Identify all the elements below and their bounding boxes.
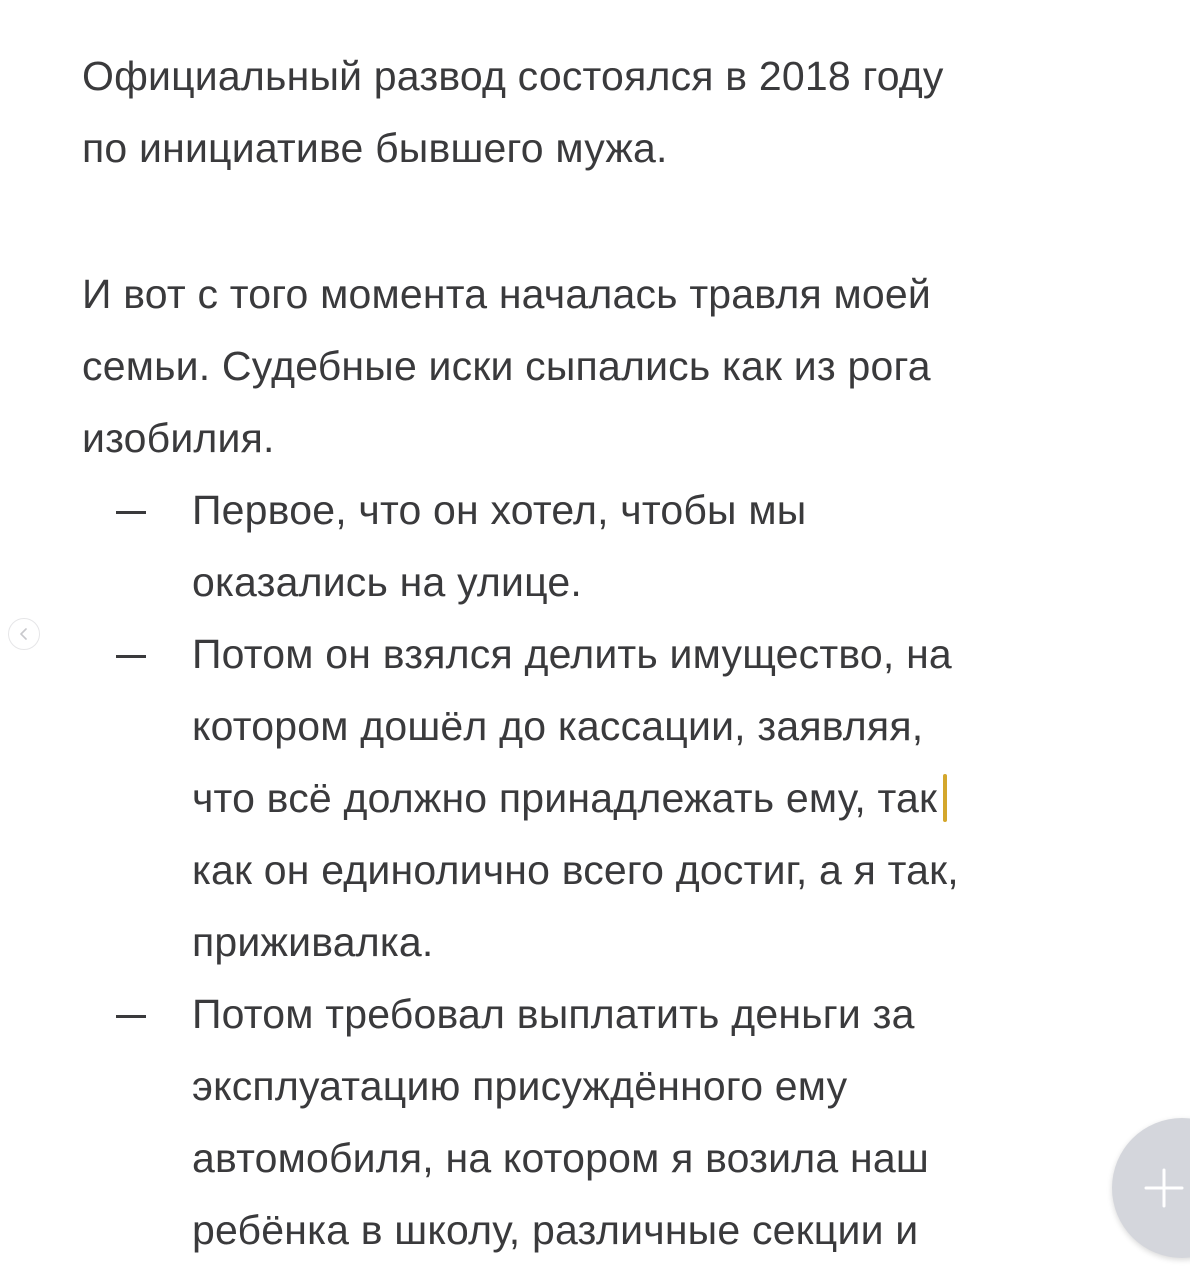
text-line: семьи. Судебные иски сыпались как из рога [82,343,931,389]
document-body[interactable] [82,0,1177,1280]
text-line: как он единолично всего достиг, а я так, [192,847,959,893]
dash-bullet [116,474,156,546]
text-line: что всё должно принадлежать ему, так [192,775,938,821]
paragraph-harassment [82,258,931,474]
text-line: изобилия. [82,415,275,461]
text-line: приживалка. [192,919,434,965]
text-line-with-caret [192,762,959,834]
text-line: по инициативе бывшего мужа. [82,125,668,171]
text-cursor [943,774,947,822]
list-item [82,474,959,618]
text-line: котором дошёл до кассации, заявляя, [192,703,924,749]
text-line: И вот с того момента началась травля моей [82,271,931,317]
text-line: Потом он взялся делить имущество, на [192,631,952,677]
paragraph-divorce [82,40,944,184]
list-item [82,618,959,978]
dash-bullet [116,978,156,1050]
text-line: автомобиля, на котором я возила наш [192,1135,929,1181]
text-line: эксплуатацию присуждённого ему [192,1063,848,1109]
dash-bullet [116,618,156,690]
text-line: Потом требовал выплатить деньги за [192,991,915,1037]
text-line: оказались на улице. [192,559,582,605]
list-item [82,978,959,1266]
chevron-left-icon [17,627,31,641]
text-line: Официальный развод состоялся в 2018 году [82,53,944,99]
dash-list [82,474,959,1266]
text-line: Первое, что он хотел, чтобы мы [192,487,807,533]
back-button[interactable] [8,618,40,650]
plus-icon [1142,1166,1186,1210]
text-line: ребёнка в школу, различные секции и [192,1207,919,1253]
